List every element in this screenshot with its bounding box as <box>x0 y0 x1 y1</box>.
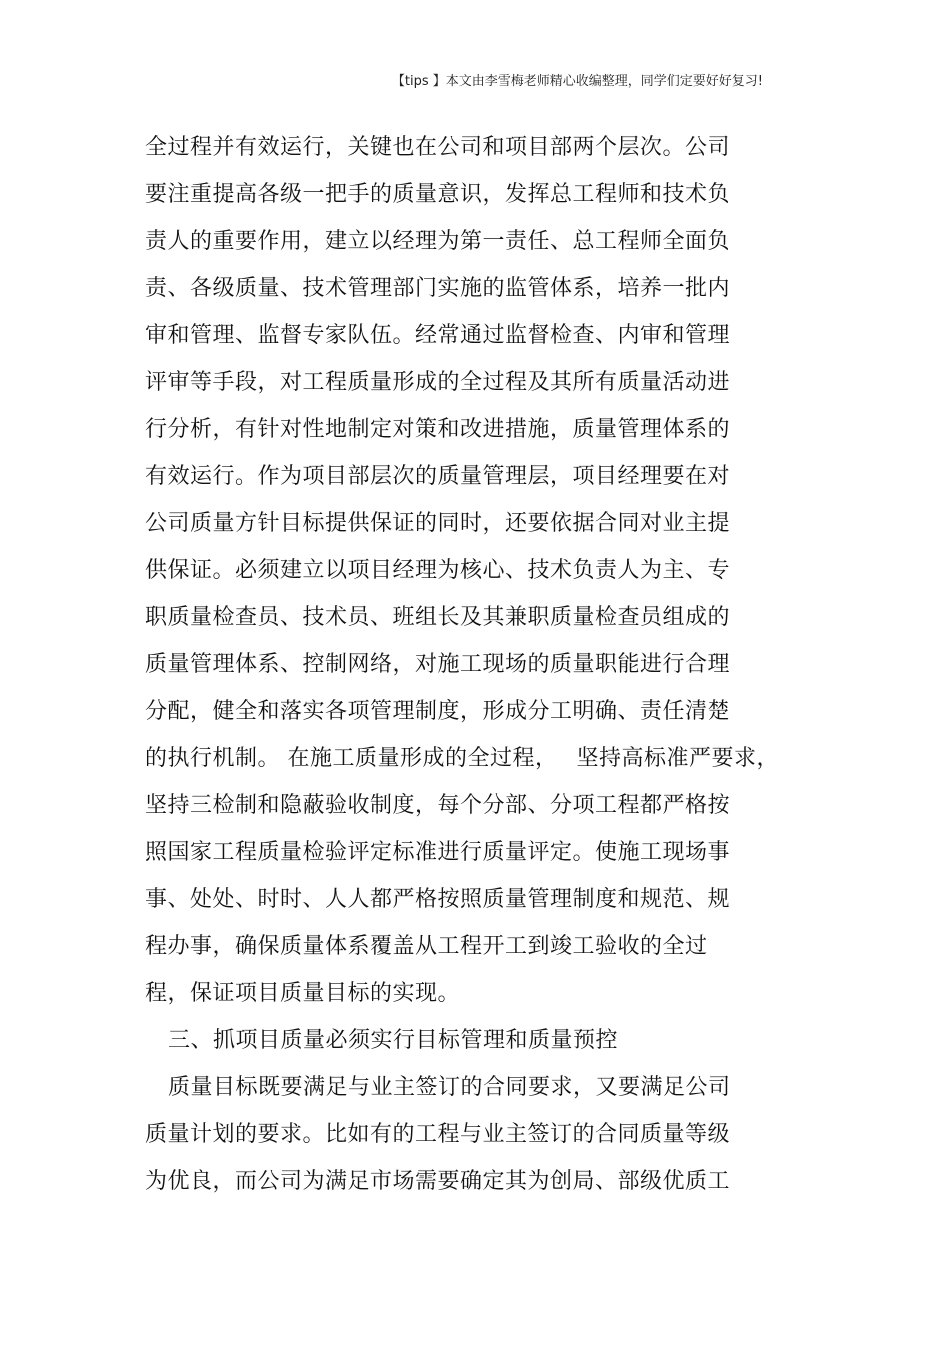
text-line: 评审等手段，对工程质量形成的全过程及其所有质量活动进 <box>145 370 731 395</box>
text-line: 照国家工程质量检验评定标准进行质量评定。使施工现场事 <box>145 840 731 865</box>
text-line: 事、处处、时时、人人都严格按照质量管理制度和规范、规 <box>145 887 731 912</box>
text-line: 责人的重要作用，建立以经理为第一责任、总工程师全面负 <box>145 229 731 254</box>
header-tip-note: 【tips 】本文由李雪梅老师精心收编整理，同学们定要好好复习! <box>391 74 763 89</box>
text-line: 分配，健全和落实各项管理制度，形成分工明确、责任清楚 <box>145 699 731 724</box>
document-body <box>145 124 795 1205</box>
text-line: 责、各级质量、技术管理部门实施的监管体系，培养一批内 <box>145 276 731 301</box>
text-line: 行分析，有针对性地制定对策和改进措施，质量管理体系的 <box>145 417 731 442</box>
text-line: 有效运行。作为项目部层次的质量管理层，项目经理要在对 <box>145 464 731 489</box>
text-line: 审和管理、监督专家队伍。经常通过监督检查、内审和管理 <box>145 323 731 348</box>
text-line: 为优良，而公司为满足市场需要确定其为创局、部级优质工 <box>145 1169 731 1194</box>
text-line: 程，保证项目质量目标的实现。 <box>145 981 461 1006</box>
text-line: 质量管理体系、控制网络，对施工现场的质量职能进行合理 <box>145 652 731 677</box>
text-line: 要注重提高各级一把手的质量意识，发挥总工程师和技术负 <box>145 182 731 207</box>
text-line: 坚持三检制和隐蔽验收制度，每个分部、分项工程都严格按 <box>145 793 731 818</box>
text-line: 职质量检查员、技术员、班组长及其兼职质量检查员组成的 <box>145 605 731 630</box>
text-line: 质量目标既要满足与业主签订的合同要求，又要满足公司 <box>168 1075 731 1100</box>
section-heading: 三、抓项目质量必须实行目标管理和质量预控 <box>168 1028 619 1053</box>
text-line: 全过程并有效运行，关键也在公司和项目部两个层次。公司 <box>145 135 731 160</box>
text-line: 质量计划的要求。比如有的工程与业主签订的合同质量等级 <box>145 1122 731 1147</box>
text-line: 程办事，确保质量体系覆盖从工程开工到竣工验收的全过 <box>145 934 708 959</box>
text-line: 公司质量方针目标提供保证的同时，还要依据合同对业主提 <box>145 511 731 536</box>
text-line: 的执行机制。 在施工质量形成的全过程， 坚持高标准严要求， <box>145 746 779 771</box>
text-line: 供保证。必须建立以项目经理为核心、技术负责人为主、专 <box>145 558 731 583</box>
